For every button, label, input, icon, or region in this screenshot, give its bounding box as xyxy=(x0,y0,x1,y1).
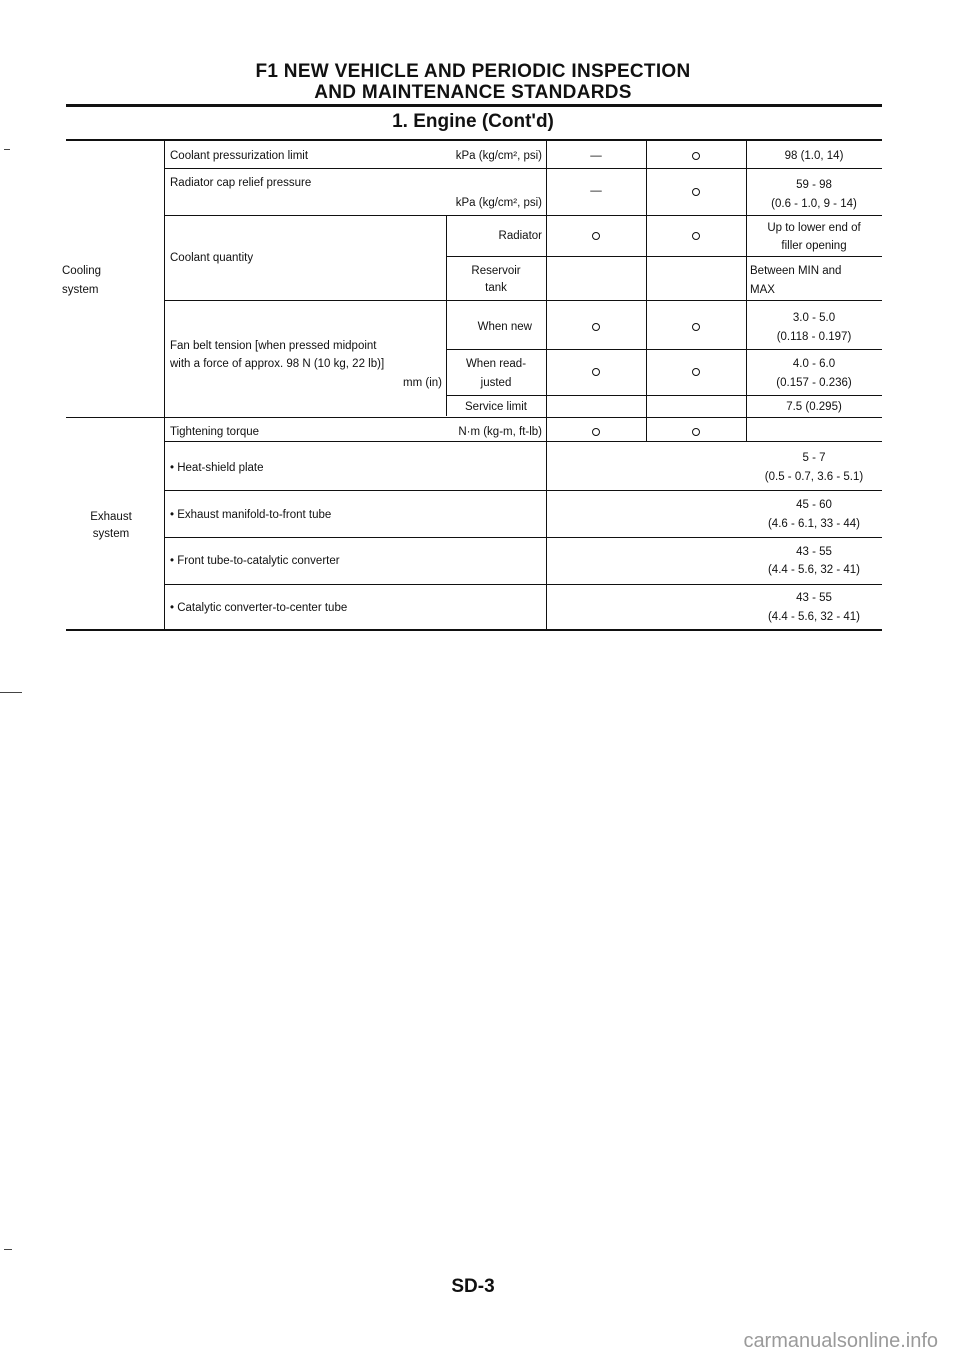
value-cell: (0.157 - 0.236) xyxy=(776,377,852,389)
list-item: • Heat-shield plate xyxy=(170,462,264,474)
value-cell: (0.118 - 0.197) xyxy=(776,331,852,343)
row-rule xyxy=(446,395,882,396)
value-cell: 4.0 - 6.0 xyxy=(792,358,836,370)
check-circle-icon xyxy=(592,232,600,240)
list-item: • Exhaust manifold-to-front tube xyxy=(170,509,332,521)
new-vehicle-cell: — xyxy=(590,185,602,197)
check-circle-icon xyxy=(692,368,700,376)
value-cell: 43 - 55 xyxy=(796,592,832,604)
item-label: Fan belt tension [when pressed midpoint xyxy=(170,340,377,352)
page-title-line-2: AND MAINTENANCE STANDARDS xyxy=(314,82,632,103)
page-number: SD-3 xyxy=(451,1276,495,1297)
value-cell: 59 - 98 xyxy=(796,179,832,191)
sub-label: justed xyxy=(480,377,512,389)
margin-mark xyxy=(4,1249,12,1250)
unit-label: kPa (kg/cm², psi) xyxy=(455,197,542,209)
check-circle-icon xyxy=(592,368,600,376)
value-cell: filler opening xyxy=(781,240,847,252)
watermark: carmanualsonline.info xyxy=(743,1330,938,1352)
sub-label: When new xyxy=(477,321,532,333)
value-cell: (4.4 - 5.6, 32 - 41) xyxy=(767,564,861,576)
unit-label: N·m (kg-m, ft-lb) xyxy=(458,426,542,438)
row-rule xyxy=(164,441,882,442)
unit-label: kPa (kg/cm², psi) xyxy=(455,150,542,162)
value-cell: 43 - 55 xyxy=(796,546,832,558)
margin-mark xyxy=(0,692,22,693)
list-item: • Catalytic converter-to-center tube xyxy=(170,602,348,614)
group-label: Exhaust xyxy=(90,511,132,523)
group-rule xyxy=(66,417,882,418)
value-cell: (0.6 - 1.0, 9 - 14) xyxy=(771,198,857,210)
group-label: Cooling xyxy=(62,265,101,277)
row-rule xyxy=(164,215,882,216)
row-rule xyxy=(164,300,882,301)
value-cell: 3.0 - 5.0 xyxy=(792,312,836,324)
margin-mark xyxy=(4,149,10,150)
item-label: Coolant quantity xyxy=(170,252,254,264)
table-bottom-rule xyxy=(66,629,882,631)
value-cell: Up to lower end of xyxy=(767,222,861,234)
value-cell: 7.5 (0.295) xyxy=(786,401,842,413)
value-cell: (4.4 - 5.6, 32 - 41) xyxy=(767,611,861,623)
sub-label: Radiator xyxy=(498,230,542,242)
check-circle-icon xyxy=(692,232,700,240)
row-rule xyxy=(164,168,882,169)
row-rule xyxy=(164,490,882,491)
section-title: 1. Engine (Cont'd) xyxy=(392,111,554,132)
page-title-line-1: F1 NEW VEHICLE AND PERIODIC INSPECTION xyxy=(255,61,691,82)
group-label: system xyxy=(92,528,130,540)
value-cell: 45 - 60 xyxy=(796,499,832,511)
row-rule xyxy=(164,584,882,585)
item-label: Tightening torque xyxy=(170,426,260,438)
item-label: Coolant pressurization limit xyxy=(170,150,309,162)
value-cell: Between MIN and xyxy=(750,265,842,277)
table-top-rule xyxy=(66,139,882,141)
value-cell: (0.5 - 0.7, 3.6 - 5.1) xyxy=(764,471,864,483)
group-label: system xyxy=(62,284,99,296)
check-circle-icon xyxy=(692,188,700,196)
sub-label: When read- xyxy=(465,358,527,370)
unit-label: mm (in) xyxy=(403,377,442,389)
title-rule xyxy=(66,104,882,107)
check-circle-icon xyxy=(692,428,700,436)
value-cell: 98 (1.0, 14) xyxy=(784,150,844,162)
list-item: • Front tube-to-catalytic converter xyxy=(170,555,340,567)
item-label: Radiator cap relief pressure xyxy=(170,177,312,189)
sub-label: Service limit xyxy=(465,401,527,413)
sub-label: Reservoir xyxy=(471,265,521,277)
value-cell: (4.6 - 6.1, 33 - 44) xyxy=(767,518,861,530)
row-rule xyxy=(164,537,882,538)
item-label: with a force of approx. 98 N (10 kg, 22 lb)] xyxy=(170,358,385,370)
check-circle-icon xyxy=(692,152,700,160)
check-circle-icon xyxy=(692,323,700,331)
value-cell: MAX xyxy=(750,284,775,296)
sub-label: tank xyxy=(485,282,507,294)
check-circle-icon xyxy=(592,428,600,436)
col-divider-new xyxy=(646,141,647,441)
new-vehicle-cell: — xyxy=(590,150,602,162)
check-circle-icon xyxy=(592,323,600,331)
row-rule xyxy=(446,349,882,350)
row-rule xyxy=(446,256,882,257)
value-cell: 5 - 7 xyxy=(802,452,826,464)
